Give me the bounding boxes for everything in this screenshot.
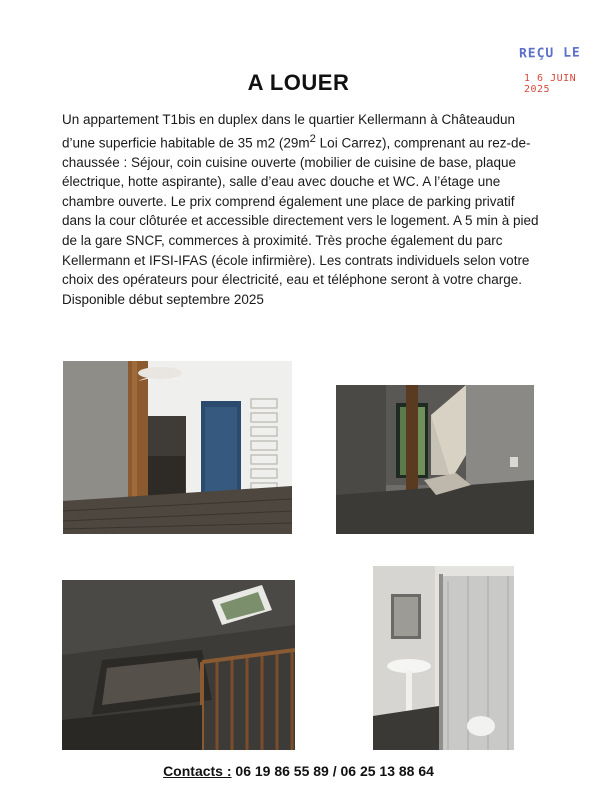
contact-phone-numbers: 06 19 86 55 89 / 06 25 13 88 64	[231, 763, 434, 779]
photo-shower-room	[373, 566, 514, 750]
description-part-2: Loi Carrez), comprenant au rez-de-chaussée : Séjour, coin cuisine ouverte (mobilier de cuisine de base, plaque électrique, hotte aspirante), salle d’eau avec douche et WC. A l’étage une chambre ouverte. Le prix comprend également une place de parking privatif dans la cour clôturée et accessible directement vers le logement. A 5 min à pied de la gare SNCF, commerces à proximité. Très proche également du parc Kellermann et IFSI-IFAS (école infirmière). Les contrats individuels selon votre choix des opérateurs pour électricité, eau et téléphone seront à votre charge. Disponible début septembre 2025	[62, 135, 539, 307]
photo-living-room	[63, 361, 292, 534]
received-stamp: REÇU LE	[518, 45, 581, 62]
contacts-label: Contacts :	[163, 763, 232, 779]
description-part-1: Un appartement T1bis en duplex dans le quartier Kellermann à Châteaudun d’une superficie habitable de 35 m2 (29m	[62, 112, 516, 151]
listing-description	[62, 110, 542, 309]
photo-upstairs-bedroom	[62, 580, 295, 750]
superscript-2: 2	[309, 132, 316, 145]
contacts-line	[0, 763, 597, 779]
received-date-stamp: 1 6 JUIN 2025	[524, 73, 577, 95]
page-title: A LOUER	[247, 70, 350, 95]
photo-ground-floor	[336, 385, 534, 534]
